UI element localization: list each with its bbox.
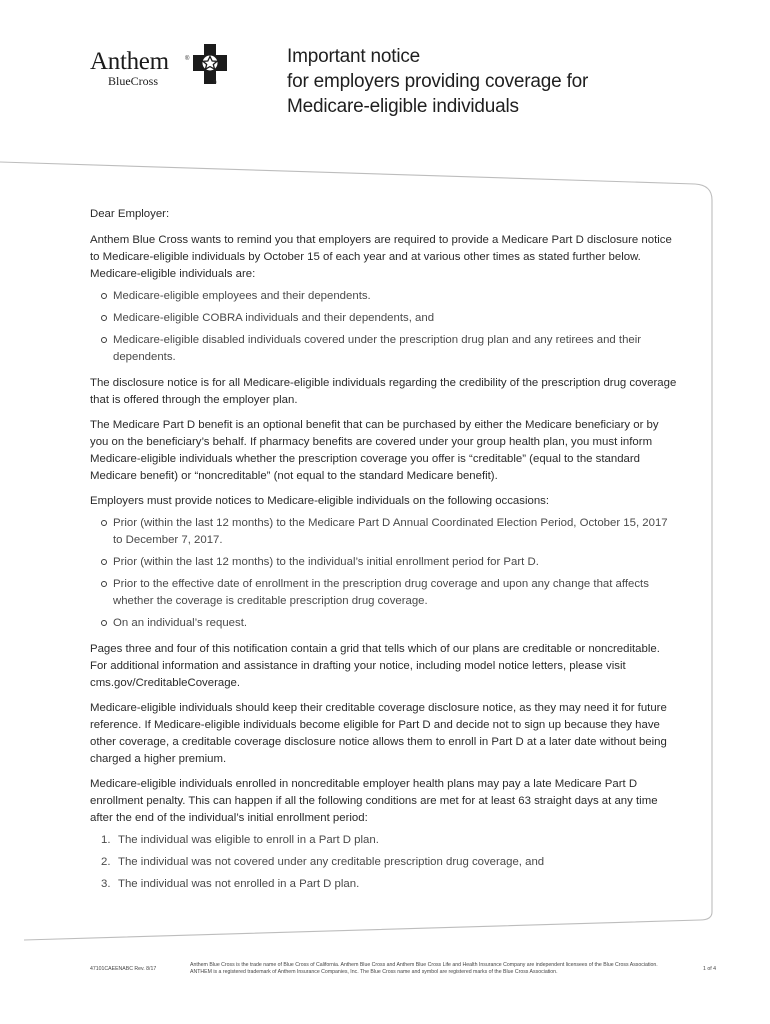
document-title: [287, 44, 727, 119]
list-item: [90, 832, 680, 849]
list-item: Medicare-eligible COBRA individuals and their dependents, and: [90, 310, 680, 327]
list-item: [90, 876, 680, 893]
list-item: [90, 854, 680, 871]
list-text: The individual was eligible to enroll in a Part D plan.: [118, 834, 379, 846]
title-line-2: for employers providing coverage for: [287, 71, 589, 92]
list-item: Medicare-eligible employees and their dependents.: [90, 288, 680, 305]
list-item: Prior (within the last 12 months) to the Medicare Part D Annual Coordinated Election Period, October 15, 2017 to December 7, 2017.: [90, 515, 680, 549]
greeting: Dear Employer:: [90, 208, 170, 220]
notice-body: [90, 206, 680, 898]
blue-cross-icon: [193, 44, 227, 84]
keep-notice-paragraph: Medicare-eligible individuals should keep their creditable coverage disclosure notice, as they may need it for future reference. If Medicare-eligible individuals become eligible for Part D and decide not to sign up because they have other coverage, a creditable coverage disclosure notice allows them to enroll in Part D at a later date without being charged a higher premium.: [90, 702, 667, 765]
form-code: 47101CAEENABC Rev. 8/17: [90, 966, 157, 972]
legal-line-1: Anthem Blue Cross is the trade name of Blue Cross of California. Anthem Blue Cross and Anthem Blue Cross Life and Health Insurance Company are independent licensees of the Blue Cross Association.: [190, 962, 658, 968]
logo-wordmark: Anthem: [90, 48, 169, 75]
logo-subtitle: BlueCross: [108, 74, 159, 88]
list-text: The individual was not enrolled in a Part D plan.: [118, 878, 360, 890]
conditions-list: [90, 832, 680, 893]
list-item: Prior to the effective date of enrollment in the prescription drug coverage and upon any change that affects whether the coverage is creditable prescription drug coverage.: [90, 576, 680, 610]
intro-paragraph: Anthem Blue Cross wants to remind you that employers are required to provide a Medicare Part D disclosure notice to Medicare-eligible individuals by October 15 of each year and at various other times as stated further below. Medicare-eligible individuals are:: [90, 234, 672, 280]
list-item: Medicare-eligible disabled individuals covered under the prescription drug plan and any retirees and their dependents.: [90, 332, 680, 366]
page-number: 1 of 4: [703, 966, 716, 972]
list-text: The individual was not covered under any creditable prescription drug coverage, and: [118, 856, 545, 868]
part-d-paragraph: The Medicare Part D benefit is an optional benefit that can be purchased by either the Medicare beneficiary or by you on the beneficiary’s behalf. If pharmacy benefits are covered under your group health plan, you must inform Medicare-eligible individuals whether the prescription coverage you offer is “creditable” (equal to the standard Medicare benefit) or “noncreditable” (not equal to the standard Medicare benefit).: [90, 419, 659, 482]
logo-registered-mark-2: ®: [213, 80, 217, 86]
list-number: 3.: [101, 878, 111, 890]
anthem-blue-cross-logo: [90, 44, 230, 94]
disclosure-paragraph: The disclosure notice is for all Medicare-eligible individuals regarding the credibility of the prescription drug coverage that is offered through the employer plan.: [90, 377, 677, 406]
eligible-list: [90, 288, 680, 366]
title-line-1: Important notice: [287, 46, 421, 67]
title-line-3: Medicare-eligible individuals: [287, 96, 519, 117]
list-number: 2.: [101, 856, 111, 868]
legal-disclaimer: [190, 962, 660, 976]
page-footer: [90, 962, 716, 986]
list-number: 1.: [101, 834, 111, 846]
list-item: On an individual’s request.: [90, 615, 680, 632]
occasions-list: [90, 515, 680, 632]
legal-line-2: ANTHEM is a registered trademark of Anthem Insurance Companies, Inc. The Blue Cross name and symbol are registered marks of the Blue Cross Association.: [190, 969, 558, 975]
logo-registered-mark: ®: [185, 56, 190, 62]
pages-paragraph: Pages three and four of this notification contain a grid that tells which of our plans are creditable or noncreditable. For additional information and assistance in drafting your notice, including model notice letters, please visit cms.gov/CreditableCoverage.: [90, 643, 660, 689]
penalty-paragraph: Medicare-eligible individuals enrolled in noncreditable employer health plans may pay a late Medicare Part D enrollment penalty. This can happen if all the following conditions are met for at least 63 straight days at any time after the end of the individual’s initial enrollment period:: [90, 778, 658, 824]
occasions-paragraph: Employers must provide notices to Medicare-eligible individuals on the following occasions:: [90, 495, 550, 507]
list-item: Prior (within the last 12 months) to the individual’s initial enrollment period for Part D.: [90, 554, 680, 571]
